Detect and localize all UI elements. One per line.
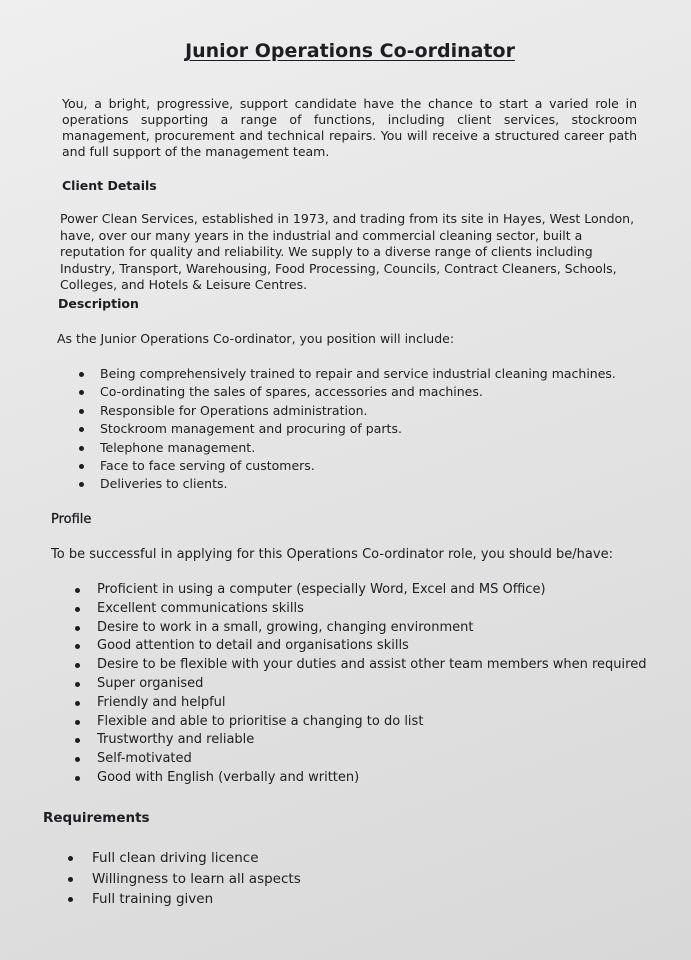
description-list xyxy=(100,365,616,494)
client-details-heading: Client Details xyxy=(62,178,157,193)
list-item: Face to face serving of customers. xyxy=(100,457,616,475)
list-item: Full training given xyxy=(92,889,301,910)
profile-intro: To be successful in applying for this Operations Co-ordinator role, you should be/have: xyxy=(51,547,613,562)
list-item: Responsible for Operations administration. xyxy=(100,402,616,420)
client-details-paragraph: Power Clean Services, established in 1973, and trading from its site in Hayes, West London, have, over our many years in the industrial and commercial cleaning sector, built a reputation for quality and reliability. We supply to a diverse range of clients including Industry, Transport, Warehousing, Food Processing, Councils, Contract Cleaners, Schools, Colleges, and Hotels & Leisure Centres. xyxy=(60,211,635,292)
list-item: Good with English (verbally and written) xyxy=(97,769,646,788)
list-item: Self-motivated xyxy=(97,750,646,769)
list-item: Willingness to learn all aspects xyxy=(92,869,301,890)
description-heading: Description xyxy=(58,296,139,311)
intro-paragraph: You, a bright, progressive, support candidate have the chance to start a varied role in operations supporting a range of functions, including client services, stockroom management, procurement and technical repairs. You will receive a structured career path and full support of the management team. xyxy=(62,96,637,159)
list-item: Trustworthy and reliable xyxy=(97,731,646,750)
page-title: Junior Operations Co-ordinator xyxy=(185,40,515,62)
profile-list xyxy=(97,581,646,788)
list-item: Friendly and helpful xyxy=(97,694,646,713)
list-item: Super organised xyxy=(97,675,646,694)
list-item: Co-ordinating the sales of spares, accessories and machines. xyxy=(100,383,616,401)
profile-heading: Profile xyxy=(51,512,92,527)
list-item: Excellent communications skills xyxy=(97,600,646,619)
description-intro: As the Junior Operations Co-ordinator, you position will include: xyxy=(57,331,455,346)
list-item: Desire to work in a small, growing, changing environment xyxy=(97,619,646,638)
list-item: Being comprehensively trained to repair and service industrial cleaning machines. xyxy=(100,365,616,383)
requirements-list xyxy=(92,848,301,910)
list-item: Deliveries to clients. xyxy=(100,475,616,493)
list-item: Flexible and able to prioritise a changing to do list xyxy=(97,713,646,732)
list-item: Telephone management. xyxy=(100,439,616,457)
list-item: Good attention to detail and organisations skills xyxy=(97,637,646,656)
list-item: Full clean driving licence xyxy=(92,848,301,869)
list-item: Desire to be flexible with your duties and assist other team members when required xyxy=(97,656,646,675)
list-item: Proficient in using a computer (especially Word, Excel and MS Office) xyxy=(97,581,646,600)
list-item: Stockroom management and procuring of parts. xyxy=(100,420,616,438)
requirements-heading: Requirements xyxy=(43,810,150,826)
